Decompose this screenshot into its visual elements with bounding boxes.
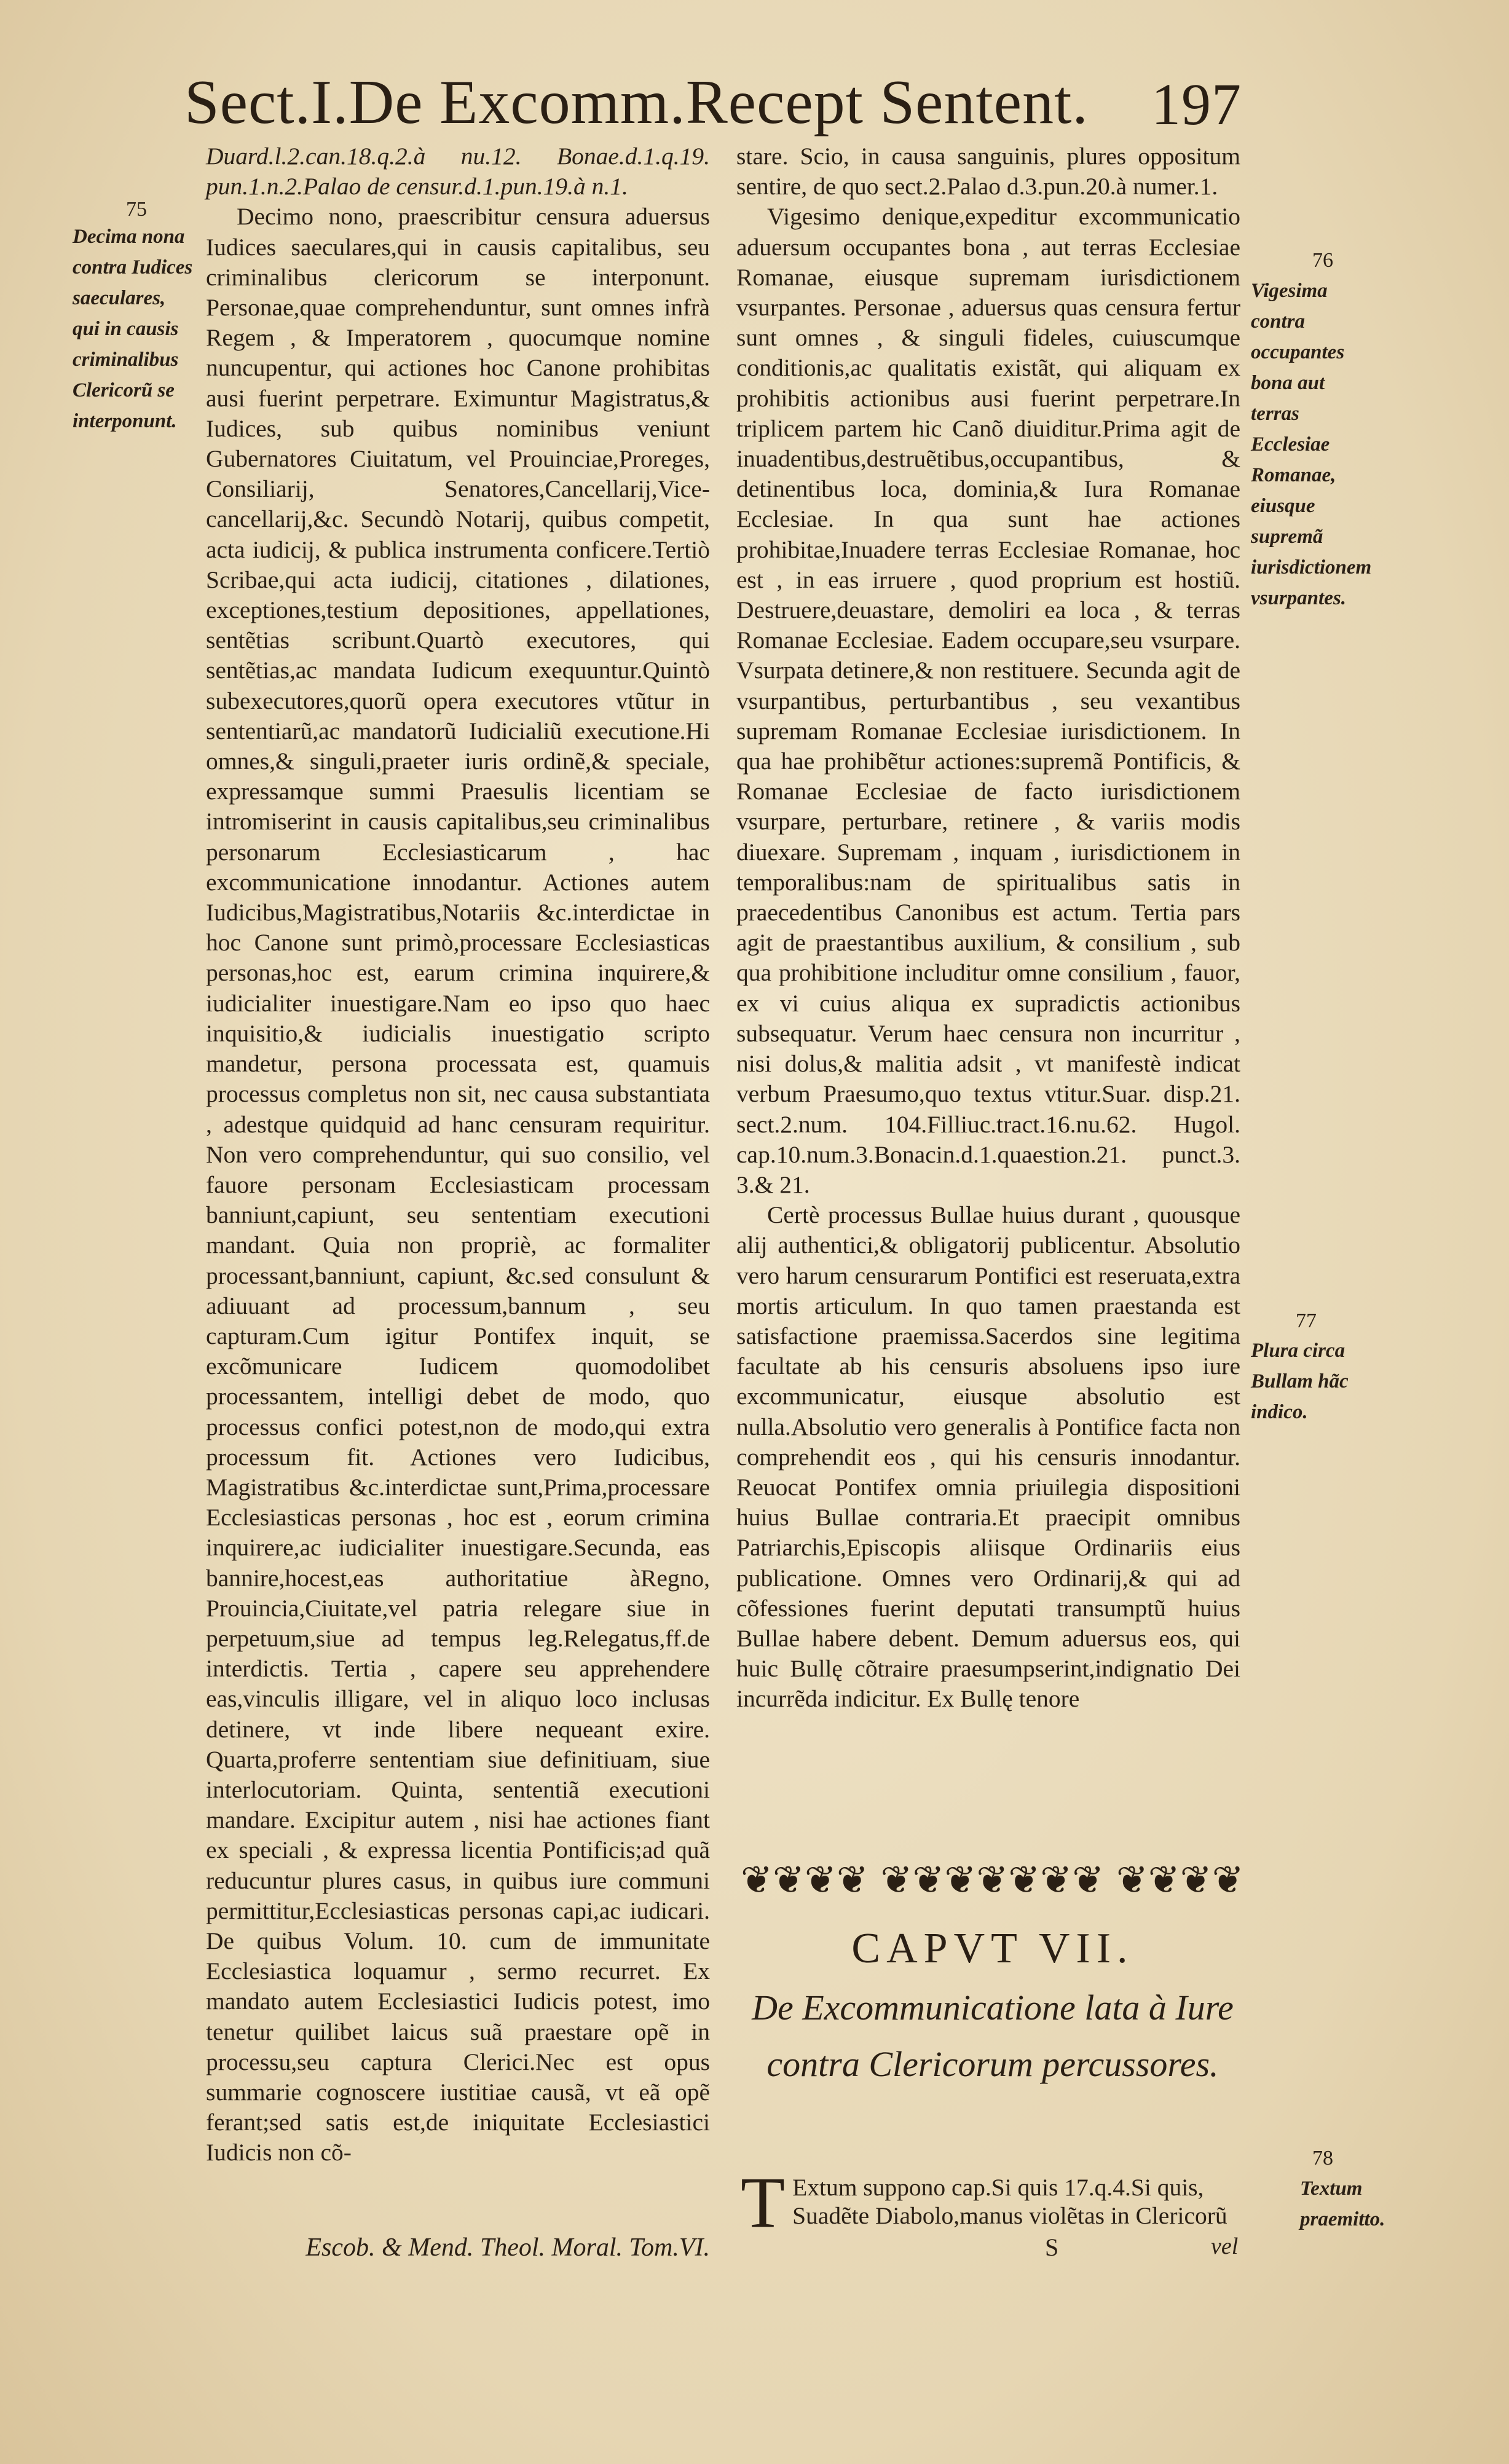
chapter-heading: CAPVT VII.	[851, 1925, 1134, 1972]
opening-citation: Duard.l.2.can.18.q.2.à nu.12. Bonae.d.1.q.19. pun.1.n.2.Palao de censur.d.1.pun.19.à n.1.	[206, 143, 710, 200]
signature-mark: S	[1045, 2233, 1059, 2261]
left-column	[206, 141, 710, 2168]
paragraph-decimo-nono: Decimo nono, praescribitur censura aduersus Iudices saeculares,qui in causis capitalibus, seu criminalibus clericorum se interponunt. Personae,quae comprehenduntur, sunt omnes infrà Regem , & Imperatorem , quocumque nomine nuncupentur, qui actiones hoc Canone prohibitas ausi fuerint perpetrare. Eximuntur Magistratus,& Iudices, sub quibus nominibus veniunt Gubernatores Ciuitatum, vel Prouinciae,Proreges, Consiliarij, Senatores,Cancellarij,Vice-cancellarij,&c. Secundò Notarij, quibus competit, acta iudicij, & publica instrumenta conficere.Tertiò Scribae,qui acta iudicij, citationes , dilationes, exceptiones,testium depositiones, appellationes, sentẽtias scribunt.Quartò executores, qui sentẽtias,ac mandata Iudicum exequuntur.Quintò subexecutores,quorũ opera executores vtũtur in sententiarũ,ac mandatorũ Iudicialiũ executione.Hi omnes,& singuli,praeter iuris ordinẽ,& speciale, expressamque summi Praesulis licentiam se intromiserint in causis capitalibus,seu criminalibus personarum Ecclesiasticarum , hac excommunicatione innodantur. Actiones autem Iudicibus,Magistratibus,Notariis &c.interdictae in hoc Canone sunt primò,processare Ecclesiasticas personas,hoc est, earum crimina inquirere,& iudicialiter inuestigare.Nam eo ipso quo haec inquisitio,& iudicialis inuestigatio scripto mandetur, persona processata est, quamuis processus completus non sit, nec causa substantiata , adestque quidquid ad hanc censuram requiritur. Non vero comprehenduntur, qui suo consilio, vel fauore personam Ecclesiasticam processam banniunt,capiunt, seu sententiam executioni mandant. Quia non propriè, ac formaliter processant,banniunt, capiunt, &c.sed consulunt & adiuuant ad processum,bannum , seu capturam.Cum igitur Pontifex inquit, se excõmunicare Iudicem quomodolibet processantem, intelligi debet de modo, quo processus confici potest,non de modo,qui extra processum fit. Actiones vero Iudicibus, Magistratibus &c.interdictae sunt,Prima,processare Ecclesiasticas personas , hoc est , eorum crimina inquirere,ac iudicialiter inuestigare.Secunda, eas bannire,hocest,eas authoritatiue àRegno, Prouincia,Ciuitate,vel patria relegare siue in perpetuum,siue ad tempus leg.Relegatus,ff.de interdictis. Tertia , capere seu apprehendere eas,vinculis illigare, vel in aliquo loco inclusas detinere, vt inde libere nequeant exire. Quarta,proferre sententiam siue definitiuam, siue interlocutoriam. Quinta, sententiã executioni mandare. Excipitur autem , nisi hae actiones fiant ex speciali , & expressa licentia Pontificis;ad quã reducuntur plures casus, in quibus iure communi permittitur,Ecclesiasticas personas capi,ac iudicari. De quibus Volum. 10. cum de immunitate Ecclesiastica loquamur , sermo recurret. Ex mandato autem Ecclesiastici Iudicis potest, imo tenetur quilibet laicus suã praestare opẽ in processu,seu captura Clerici.Nec est opus summarie cognoscere iustitiae causã, vt eã opẽ ferant;sed satis est,de iniquitate Ecclesiastici Iudicis non cõ-	[206, 203, 710, 2166]
footer-book-title: Escob. & Mend. Theol. Moral. Tom.VI.	[305, 2233, 710, 2262]
paragraph-continuation: stare. Scio, in causa sanguinis, plures oppositum sentire, de quo sect.2.Palao d.3.pun.20.à numer.1.	[736, 143, 1240, 200]
catchword: vel	[1211, 2233, 1239, 2259]
chapter-opening-paragraph	[741, 2162, 1245, 2243]
chapter-opening-text: Extum suppono cap.Si quis 17.q.4.Si quis, Suadẽte Diabolo,manus violẽtas in Clericorũ	[792, 2174, 1227, 2229]
paragraph-vigesimo: Vigesimo denique,expeditur excommunicatio aduersum occupantes bona , aut terras Ecclesiae Romanae, eiusque supremam iurisdictionem vsurpantes. Personae , aduersus quas censura fertur sunt omnes , & singuli fideles, cuiuscumque conditionis,ac qualitatis existãt, qui aliquam ex prohibitis actionibus ausi fuerint perpetrare.In triplicem partem hic Canõ diuiditur.Prima agit de inuadentibus,destruẽtibus,occupantibus, & detinentibus loca, dominia,& Iura Romanae Ecclesiae. In qua sunt hae actiones prohibitae,Inuadere terras Ecclesiae Romanae, hoc est , in eas irruere , quod proprium est hostiũ. Destruere,deuastare, demoliri ea loca , & terras Romanae Ecclesiae. Eadem occupare,seu vsurpare. Vsurpata detinere,& non restituere. Secunda agit de vsurpantibus, perturbantibus , seu vexantibus supremam Romanae Ecclesiae iurisdictionem. In qua hae prohibẽtur actiones:supremã Pontificis, & Romanae Ecclesiae de facto iurisdictionem vsurpare, perturbare, retinere , & variis modis diuexare. Supremam , inquam , iurisdictionem in temporalibus:nam de spiritualibus satis in praecedentibus Canonibus est actum. Tertia pars agit de praestantibus auxilium, & consilium , sub qua prohibitione includitur omne consilium , fauor, ex vi cuius aliqua ex supradictis actionibus subsequatur. Verum haec censura non incurritur , nisi dolus,& malitia adsit , vt manifestè indicat verbum Praesumo,quo textus vtitur.Suar. disp.21. sect.2.num. 104.Filliuc.tract.16.nu.62. Hugol. cap.10.num.3.Bonacin.d.1.quaestion.21. punct.3. 3.& 21.	[736, 203, 1240, 1198]
page-number: 197	[1151, 71, 1242, 137]
margin-number-78: 78	[1312, 2147, 1333, 2170]
margin-note-right-77: Plura circa Bullam hãc indico.	[1251, 1340, 1349, 1423]
margin-number-76: 76	[1312, 249, 1333, 272]
margin-note-right-76: Vigesima contra occupantes bona aut terras Ecclesiae Romanae, eiusque supremã iurisdictionem vsurpantes.	[1251, 280, 1372, 609]
drop-cap: T	[741, 2162, 786, 2243]
ornament-band: ❦❦❦❦ ❦❦❦❦❦❦❦ ❦❦❦❦	[741, 1857, 1244, 1902]
chapter-title: De Excommunicatione lata à Iure contra Clericorum percussores.	[752, 1988, 1234, 2084]
margin-number-75: 75	[126, 198, 147, 221]
margin-number-77: 77	[1296, 1309, 1317, 1332]
paragraph-certe: Certè processus Bullae huius durant , quousque alij authentici,& obligatorij publicentur. Absolutio vero harum censurarum Pontifici est reseruata,extra mortis articulum. In quo tamen praestanda est satisfactione praemissa.Sacerdos sine legitima facultate ab his censuris absoluens ipso iure excommunicatur, eiusque absolutio est nulla.Absolutio vero generalis à Pontifice facta non comprehendit eos , qui his censuris innodantur. Reuocat Pontifex omnia priuilegia dispositioni huius Bullae contraria.Et praecipit omnibus Patriarchis,Episcopis aliisque Ordinariis eius publicatione. Omnes vero Ordinarij,& qui ad cõfessiones fuerint deputati transumptũ huius Bullae habere debent. Demum aduersus eos, qui huic Bullę cõtraire praesumpserint,indignatio Dei incurrẽda indicitur. Ex Bullę tenore	[736, 1201, 1240, 1713]
margin-note-left: Decima nona contra Iudices saeculares, qui in causis criminalibus Clericorũ se interponunt.	[73, 226, 193, 432]
running-header	[184, 58, 1242, 138]
margin-note-right-78: Textum praemitto.	[1300, 2178, 1385, 2230]
running-title: Sect.I.De Excomm.Recept Sentent.	[184, 68, 1089, 137]
right-column	[736, 141, 1240, 1715]
